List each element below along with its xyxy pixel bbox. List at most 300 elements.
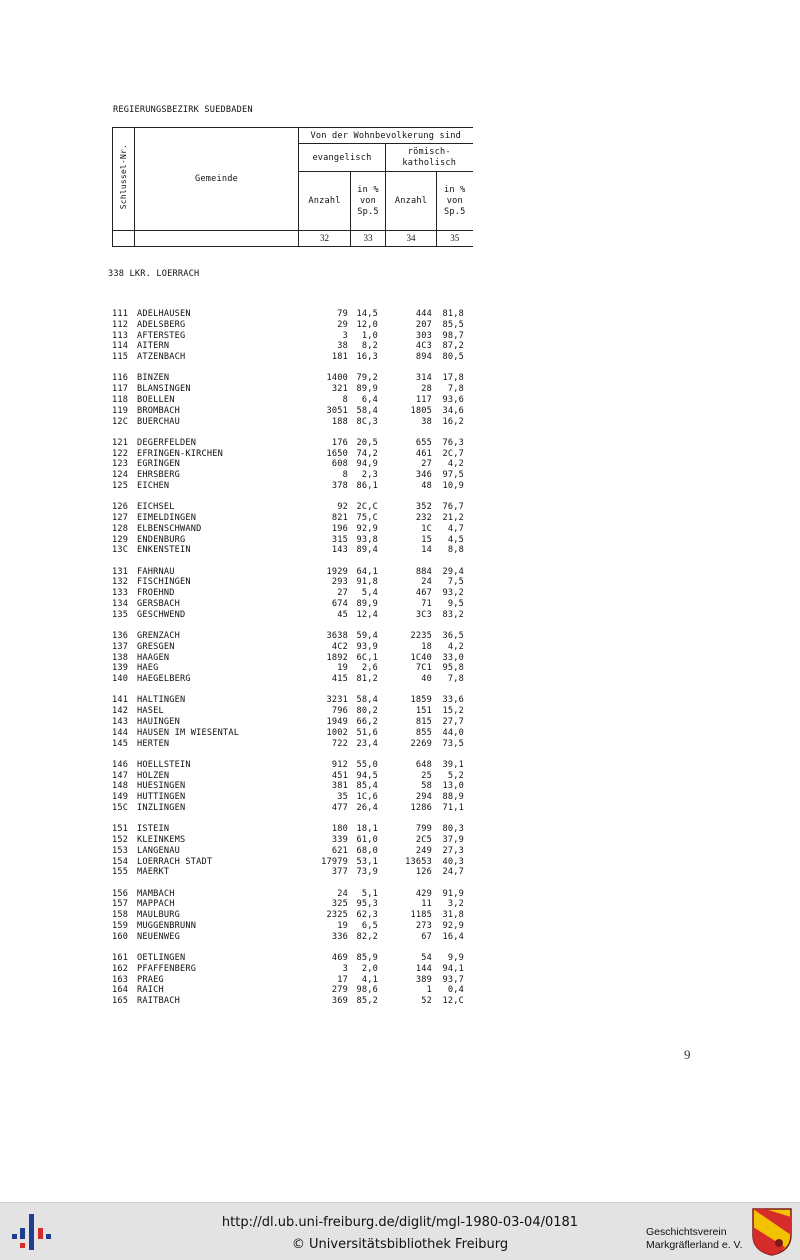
cell-gemeinde: KLEINKEMS	[137, 835, 186, 845]
cell-evang-anzahl: 674	[331, 599, 348, 609]
cell-evang-anzahl: 1892	[326, 652, 348, 663]
cell-kath-pct: 80,5	[442, 352, 464, 363]
cell-evang-pct: 82,2	[356, 931, 378, 942]
cell-code: 156	[112, 888, 129, 899]
cell-kath-anzahl: 1C	[421, 523, 432, 534]
cell-kath-anzahl: 58	[421, 781, 432, 792]
column-number: 32	[299, 230, 351, 246]
cell-evang-anzahl: 1400	[326, 373, 348, 384]
cell-evang-anzahl: 3	[342, 963, 348, 974]
cell-evang-pct: 8C,3	[356, 416, 378, 427]
cell-gemeinde: MUGGENBRUNN	[137, 921, 197, 931]
cell-code: 153	[112, 845, 129, 856]
cell-code: 142	[112, 706, 129, 717]
cell-kath-anzahl: 18	[421, 641, 432, 652]
cell-kath-anzahl: 2269	[410, 738, 432, 749]
cell-kath-anzahl: 126	[415, 867, 432, 878]
cell-code: 164	[112, 985, 129, 996]
cell-code: 159	[112, 921, 129, 931]
cell-gemeinde: BROMBACH	[137, 405, 180, 416]
table-row	[0, 320, 480, 331]
cell-code: 112	[112, 319, 129, 330]
cell-evang-pct: 89,9	[356, 599, 378, 609]
cell-gemeinde: EIMELDINGEN	[137, 513, 197, 523]
cell-kath-anzahl: 67	[421, 931, 432, 942]
cell-code: 149	[112, 792, 129, 803]
cell-code: 138	[112, 652, 129, 663]
cell-code: 113	[112, 330, 129, 341]
cell-kath-pct: 81,8	[442, 309, 464, 319]
cell-kath-anzahl: 2235	[410, 631, 432, 641]
cell-code: 140	[112, 674, 129, 685]
table-row	[0, 406, 480, 417]
table-row	[0, 470, 480, 481]
table-row	[0, 610, 480, 621]
cell-evang-anzahl: 1650	[326, 448, 348, 459]
table-row	[0, 889, 480, 900]
table-row	[0, 985, 480, 996]
page-number: 9	[684, 1047, 691, 1062]
cell-kath-pct: 93,7	[442, 974, 464, 985]
cell-evang-pct: 18,1	[356, 824, 378, 835]
cell-evang-pct: 58,4	[356, 695, 378, 706]
cell-kath-pct: 4,2	[447, 459, 464, 470]
cell-evang-anzahl: 35	[337, 792, 348, 803]
cell-kath-pct: 12,C	[442, 996, 464, 1007]
cell-evang-anzahl: 27	[337, 588, 348, 599]
cell-gemeinde: EGRINGEN	[137, 459, 180, 470]
cell-gemeinde: BINZEN	[137, 373, 170, 384]
cell-gemeinde: AFTERSTEG	[137, 330, 186, 341]
cell-kath-anzahl: 144	[415, 963, 432, 974]
cell-kath-pct: 76,3	[442, 437, 464, 448]
cell-evang-pct: 55,0	[356, 759, 378, 770]
cell-kath-pct: 31,8	[442, 910, 464, 921]
cell-evang-pct: 85,9	[356, 953, 378, 963]
cell-evang-anzahl: 181	[331, 352, 348, 363]
cell-evang-anzahl: 1002	[326, 727, 348, 738]
table-row	[0, 899, 480, 910]
cell-evang-anzahl: 369	[331, 996, 348, 1007]
table-row	[0, 449, 480, 460]
cell-code: 160	[112, 931, 129, 942]
table-row	[0, 545, 480, 556]
cell-kath-anzahl: 303	[415, 330, 432, 341]
cell-gemeinde: LANGENAU	[137, 845, 180, 856]
cell-kath-pct: 8,8	[447, 545, 464, 556]
cell-evang-pct: 6C,1	[356, 652, 378, 663]
cell-evang-pct: 2,0	[361, 963, 378, 974]
cell-kath-pct: 9,5	[447, 599, 464, 609]
cell-evang-pct: 2,6	[361, 663, 378, 674]
cell-kath-anzahl: 294	[415, 792, 432, 803]
cell-kath-pct: 16,4	[442, 931, 464, 942]
cell-gemeinde: ISTEIN	[137, 824, 170, 835]
cell-kath-pct: 93,2	[442, 588, 464, 599]
cell-evang-anzahl: 17	[337, 974, 348, 985]
cell-code: 119	[112, 405, 129, 416]
cell-evang-pct: 51,6	[356, 727, 378, 738]
cell-code: 126	[112, 502, 129, 513]
table-row	[0, 739, 480, 750]
cell-kath-pct: 87,2	[442, 341, 464, 352]
cell-evang-anzahl: 180	[331, 824, 348, 835]
cell-code: 117	[112, 384, 129, 395]
table-row	[0, 395, 480, 406]
table-row	[0, 653, 480, 664]
footer-copyright: © Universitätsbibliothek Freiburg	[291, 1237, 509, 1252]
cell-code: 116	[112, 373, 129, 384]
cell-gemeinde: PRAEG	[137, 974, 164, 985]
schluessel-header: Schlussel-Nr.	[113, 128, 135, 231]
cell-gemeinde: GRENZACH	[137, 631, 180, 641]
cell-kath-anzahl: 1	[426, 985, 432, 996]
table-row	[0, 695, 480, 706]
cell-kath-pct: 88,9	[442, 792, 464, 803]
cell-evang-pct: 75,C	[356, 513, 378, 523]
column-number: 33	[351, 230, 386, 246]
cell-evang-anzahl: 29	[337, 319, 348, 330]
cell-gemeinde: AITERN	[137, 341, 170, 352]
cell-kath-pct: 27,7	[442, 717, 464, 727]
cell-kath-pct: 40,3	[442, 856, 464, 867]
cell-gemeinde: BLANSINGEN	[137, 384, 191, 395]
cell-code: 127	[112, 513, 129, 523]
cell-evang-pct: 74,2	[356, 448, 378, 459]
cell-evang-anzahl: 339	[331, 835, 348, 845]
cell-gemeinde: GRESGEN	[137, 641, 175, 652]
cell-evang-anzahl: 196	[331, 523, 348, 534]
table-row	[0, 835, 480, 846]
cell-code: 144	[112, 727, 129, 738]
katholisch-header: römisch-katholisch	[386, 144, 473, 172]
cell-kath-pct: 15,2	[442, 706, 464, 717]
cell-kath-pct: 44,0	[442, 727, 464, 738]
table-row	[0, 577, 480, 588]
footer	[0, 1202, 800, 1260]
cell-evang-pct: 6,4	[361, 395, 378, 405]
cell-kath-pct: 33,0	[442, 652, 464, 663]
cell-kath-anzahl: 2C5	[415, 835, 432, 845]
cell-evang-pct: 89,4	[356, 545, 378, 556]
table-row	[0, 792, 480, 803]
cell-evang-anzahl: 325	[331, 899, 348, 910]
cell-kath-pct: 91,9	[442, 888, 464, 899]
cell-code: 128	[112, 523, 129, 534]
cell-code: 12C	[112, 416, 129, 427]
table-row	[0, 857, 480, 868]
cell-kath-anzahl: 352	[415, 502, 432, 513]
cell-code: 124	[112, 470, 129, 481]
cell-kath-anzahl: 273	[415, 921, 432, 931]
cell-kath-pct: 0,4	[447, 985, 464, 996]
cell-code: 136	[112, 631, 129, 641]
table-row	[0, 567, 480, 578]
cell-evang-pct: 58,4	[356, 405, 378, 416]
cell-code: 123	[112, 459, 129, 470]
table-row	[0, 717, 480, 728]
cell-code: 121	[112, 437, 129, 448]
cell-kath-pct: 7,8	[447, 674, 464, 685]
cell-kath-pct: 83,2	[442, 609, 464, 620]
cell-gemeinde: HOELLSTEIN	[137, 759, 191, 770]
cell-kath-anzahl: 151	[415, 706, 432, 717]
cell-evang-anzahl: 315	[331, 534, 348, 545]
cell-evang-anzahl: 19	[337, 921, 348, 931]
cell-evang-pct: 66,2	[356, 717, 378, 727]
cell-evang-pct: 94,5	[356, 770, 378, 781]
table-row	[0, 417, 480, 428]
cell-gemeinde: LOERRACH STADT	[137, 856, 213, 867]
cell-evang-anzahl: 378	[331, 481, 348, 491]
cell-kath-pct: 97,5	[442, 470, 464, 481]
cell-evang-pct: 12,4	[356, 609, 378, 620]
cell-kath-pct: 21,2	[442, 513, 464, 523]
cell-evang-anzahl: 415	[331, 674, 348, 685]
cell-code: 163	[112, 974, 129, 985]
cell-gemeinde: MAPPACH	[137, 899, 175, 910]
cell-gemeinde: MAERKT	[137, 867, 170, 878]
cell-evang-pct: 8,2	[361, 341, 378, 352]
cell-evang-anzahl: 17979	[321, 856, 348, 867]
society-crest-icon[interactable]	[751, 1207, 793, 1257]
cell-evang-pct: 1C,6	[356, 792, 378, 803]
table-row	[0, 588, 480, 599]
table-row	[0, 674, 480, 685]
table-row	[0, 781, 480, 792]
cell-gemeinde: NEUENWEG	[137, 931, 180, 942]
cell-evang-anzahl: 45	[337, 609, 348, 620]
cell-evang-anzahl: 3051	[326, 405, 348, 416]
cell-kath-anzahl: 1286	[410, 803, 432, 813]
cell-gemeinde: OETLINGEN	[137, 953, 186, 963]
cell-evang-anzahl: 1929	[326, 566, 348, 577]
cell-gemeinde: HALTINGEN	[137, 695, 186, 706]
cell-kath-anzahl: 815	[415, 717, 432, 727]
cell-evang-pct: 95,3	[356, 899, 378, 910]
cell-evang-pct: 26,4	[356, 803, 378, 813]
cell-code: 134	[112, 599, 129, 609]
gemeinde-header: Gemeinde	[135, 128, 299, 231]
cell-evang-pct: 14,5	[356, 309, 378, 319]
table-row	[0, 384, 480, 395]
table-row	[0, 964, 480, 975]
table-row	[0, 846, 480, 857]
cell-gemeinde: HUESINGEN	[137, 781, 186, 792]
cell-evang-anzahl: 608	[331, 459, 348, 470]
cell-evang-pct: 98,6	[356, 985, 378, 996]
cell-gemeinde: ENDENBURG	[137, 534, 186, 545]
cell-evang-anzahl: 143	[331, 545, 348, 556]
table-row	[0, 932, 480, 943]
wohnbevolkerung-header: Von der Wohnbevolkerung sind	[299, 128, 473, 144]
table-row	[0, 803, 480, 814]
cell-evang-pct: 2C,C	[356, 502, 378, 513]
cell-code: 132	[112, 577, 129, 588]
cell-kath-anzahl: 884	[415, 566, 432, 577]
cell-evang-pct: 93,8	[356, 534, 378, 545]
cell-kath-pct: 98,7	[442, 330, 464, 341]
cell-code: 154	[112, 856, 129, 867]
cell-code: 165	[112, 996, 129, 1007]
cell-code: 161	[112, 953, 129, 963]
cell-kath-pct: 39,1	[442, 759, 464, 770]
cell-evang-pct: 68,0	[356, 845, 378, 856]
cell-kath-anzahl: 1805	[410, 405, 432, 416]
cell-gemeinde: ENKENSTEIN	[137, 545, 191, 556]
cell-kath-pct: 71,1	[442, 803, 464, 813]
cell-evang-pct: 64,1	[356, 566, 378, 577]
cell-kath-anzahl: 249	[415, 845, 432, 856]
cell-evang-pct: 20,5	[356, 437, 378, 448]
table-row	[0, 524, 480, 535]
cell-kath-anzahl: 40	[421, 674, 432, 685]
cell-gemeinde: PFAFFENBERG	[137, 963, 197, 974]
cell-evang-pct: 1,0	[361, 330, 378, 341]
cell-code: 15C	[112, 803, 129, 813]
cell-kath-anzahl: 117	[415, 395, 432, 405]
cell-gemeinde: HAEGELBERG	[137, 674, 191, 685]
cell-evang-pct: 73,9	[356, 867, 378, 878]
table-row	[0, 438, 480, 449]
cell-evang-anzahl: 3638	[326, 631, 348, 641]
cell-code: 135	[112, 609, 129, 620]
cell-evang-anzahl: 19	[337, 663, 348, 674]
cell-kath-anzahl: 314	[415, 373, 432, 384]
cell-code: 157	[112, 899, 129, 910]
footer-url[interactable]: http://dl.ub.uni-freiburg.de/diglit/mgl-1980-03-04/0181	[221, 1215, 579, 1230]
cell-evang-pct: 81,2	[356, 674, 378, 685]
cell-evang-pct: 91,8	[356, 577, 378, 588]
cell-gemeinde: ELBENSCHWAND	[137, 523, 202, 534]
cell-code: 122	[112, 448, 129, 459]
cell-evang-pct: 94,9	[356, 459, 378, 470]
cell-kath-pct: 16,2	[442, 416, 464, 427]
cell-kath-anzahl: 27	[421, 459, 432, 470]
cell-kath-anzahl: 461	[415, 448, 432, 459]
cell-kath-anzahl: 14	[421, 545, 432, 556]
cell-code: 137	[112, 641, 129, 652]
table-row	[0, 824, 480, 835]
cell-evang-anzahl: 8	[342, 470, 348, 481]
cell-code: 13C	[112, 545, 129, 556]
cell-evang-anzahl: 3231	[326, 695, 348, 706]
cell-gemeinde: HAAGEN	[137, 652, 170, 663]
cell-evang-anzahl: 381	[331, 781, 348, 792]
cell-kath-anzahl: 54	[421, 953, 432, 963]
cell-evang-anzahl: 3	[342, 330, 348, 341]
cell-evang-pct: 92,9	[356, 523, 378, 534]
cell-evang-pct: 5,1	[361, 888, 378, 899]
cell-evang-anzahl: 796	[331, 706, 348, 717]
cell-code: 125	[112, 481, 129, 491]
cell-code: 143	[112, 717, 129, 727]
cell-kath-pct: 27,3	[442, 845, 464, 856]
cell-code: 141	[112, 695, 129, 706]
cell-evang-pct: 85,2	[356, 996, 378, 1007]
table-row	[0, 459, 480, 470]
cell-code: 115	[112, 352, 129, 363]
cell-gemeinde: RAITBACH	[137, 996, 180, 1007]
cell-evang-anzahl: 2325	[326, 910, 348, 921]
cell-kath-anzahl: 655	[415, 437, 432, 448]
cell-evang-anzahl: 79	[337, 309, 348, 319]
cell-kath-anzahl: 7C1	[415, 663, 432, 674]
cell-code: 129	[112, 534, 129, 545]
society-line-2: Markgräflerland e. V.	[646, 1239, 743, 1251]
cell-gemeinde: GERSBACH	[137, 599, 180, 609]
cell-evang-anzahl: 477	[331, 803, 348, 813]
cell-evang-pct: 59,4	[356, 631, 378, 641]
cell-kath-pct: 76,7	[442, 502, 464, 513]
cell-kath-pct: 80,3	[442, 824, 464, 835]
cell-evang-anzahl: 821	[331, 513, 348, 523]
table-row	[0, 502, 480, 513]
cell-kath-anzahl: 11	[421, 899, 432, 910]
cell-gemeinde: INZLINGEN	[137, 803, 186, 813]
table-row	[0, 599, 480, 610]
cell-gemeinde: FROEHND	[137, 588, 175, 599]
cell-kath-pct: 10,9	[442, 481, 464, 491]
cell-evang-pct: 12,0	[356, 319, 378, 330]
table-row	[0, 631, 480, 642]
cell-kath-pct: 92,9	[442, 921, 464, 931]
table-row	[0, 996, 480, 1007]
cell-kath-anzahl: 13653	[405, 856, 432, 867]
cell-gemeinde: ADELSBERG	[137, 319, 186, 330]
cell-kath-anzahl: 24	[421, 577, 432, 588]
cell-evang-pct: 89,9	[356, 384, 378, 395]
cell-evang-pct: 79,2	[356, 373, 378, 384]
cell-gemeinde: HASEL	[137, 706, 164, 717]
cell-code: 118	[112, 395, 129, 405]
section-title: 338 LKR. LOERRACH	[108, 269, 200, 279]
table-row	[0, 663, 480, 674]
cell-kath-pct: 93,6	[442, 395, 464, 405]
table-row	[0, 706, 480, 717]
cell-kath-pct: 4,2	[447, 641, 464, 652]
cell-gemeinde: FAHRNAU	[137, 566, 175, 577]
cell-kath-pct: 9,9	[447, 953, 464, 963]
cell-code: 133	[112, 588, 129, 599]
cell-gemeinde: HAUINGEN	[137, 717, 180, 727]
table-row	[0, 771, 480, 782]
cell-gemeinde: EFRINGEN-KIRCHEN	[137, 448, 223, 459]
cell-gemeinde: BOELLEN	[137, 395, 175, 405]
cell-code: 131	[112, 566, 129, 577]
cell-evang-anzahl: 293	[331, 577, 348, 588]
cell-kath-pct: 24,7	[442, 867, 464, 878]
cell-kath-pct: 29,4	[442, 566, 464, 577]
cell-code: 139	[112, 663, 129, 674]
cell-gemeinde: GESCHWEND	[137, 609, 186, 620]
cell-kath-pct: 73,5	[442, 738, 464, 749]
table-row	[0, 481, 480, 492]
cell-evang-pct: 80,2	[356, 706, 378, 717]
cell-kath-anzahl: 467	[415, 588, 432, 599]
column-number: 34	[386, 230, 437, 246]
cell-evang-anzahl: 621	[331, 845, 348, 856]
cell-evang-anzahl: 377	[331, 867, 348, 878]
table-row	[0, 975, 480, 986]
cell-evang-anzahl: 321	[331, 384, 348, 395]
cell-gemeinde: HAEG	[137, 663, 159, 674]
cell-kath-anzahl: 48	[421, 481, 432, 491]
cell-kath-pct: 94,1	[442, 963, 464, 974]
cell-gemeinde: FISCHINGEN	[137, 577, 191, 588]
cell-gemeinde: MAULBURG	[137, 910, 180, 921]
cell-kath-pct: 85,5	[442, 319, 464, 330]
